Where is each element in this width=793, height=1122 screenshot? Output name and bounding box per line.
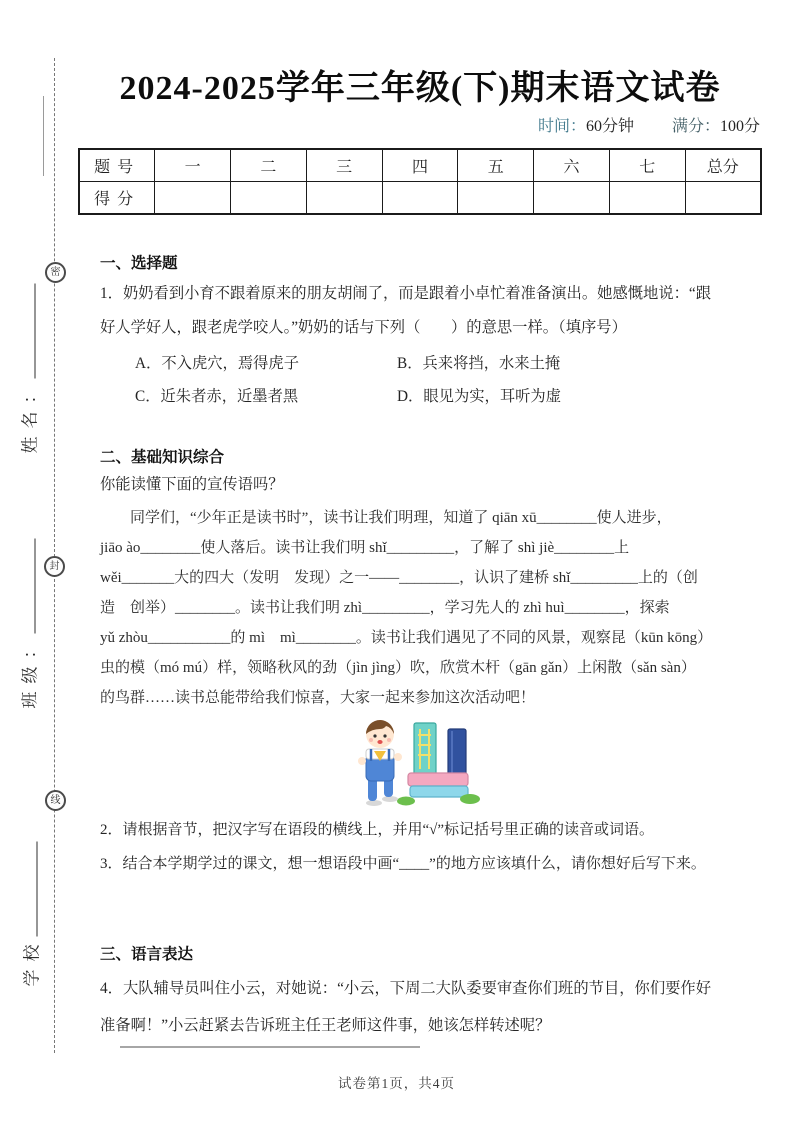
question-1: [100, 277, 727, 345]
passage-line: jiāo ào________使人落后。读书让我们明 shǐ_________，了解了 shì jiè________上: [100, 540, 630, 556]
seal-char-xian: 线: [45, 790, 66, 811]
class-label-text: 班级：: [20, 633, 40, 709]
score-table-header-cell: 总分: [685, 149, 761, 182]
score-table-header-cell: 六: [534, 149, 610, 182]
main-column: [78, 0, 762, 1048]
school-label-text: 学校: [22, 936, 42, 987]
passage-line: wěi_______大的四大（发明 发现）之一——________，认识了建桥 shǐ_________上的（创: [100, 570, 698, 586]
option-d: D．眼见为实，耳听为虚: [397, 388, 562, 405]
passage-line: 虫的模（mó mú）样，领略秋风的劲（jìn jìng）吹，欣赏木杆（gān gǎn）上闲散（sǎn sàn）: [100, 660, 696, 676]
books-stack: [397, 723, 480, 806]
seal-char-feng: 封: [44, 556, 65, 577]
name-label-text: 姓名：: [20, 378, 40, 454]
cartoon-boy: [358, 720, 402, 806]
score-table-header-cell: 一: [155, 149, 231, 182]
score-cell: [382, 182, 458, 215]
question-4-line: 4．大队辅导员叫住小云，对她说：“小云，下周二大队委要审查你们班的节目，你们要作好: [100, 980, 712, 997]
school-field-label: [18, 837, 43, 987]
score-table-header-cell: 七: [609, 149, 685, 182]
score-table-header-row: [79, 149, 761, 182]
question-4: [100, 970, 727, 1044]
seal-char-mi: 密: [45, 262, 66, 283]
question-3: 3．结合本学期学过的课文，想一想语段中画“____”的地方应该填什么，请你想好后写下来。: [100, 856, 706, 872]
reading-passage: [100, 503, 727, 713]
time-label: 时间：: [537, 118, 586, 135]
exam-info-line: [78, 113, 762, 136]
school-blank-line: [21, 842, 37, 937]
question-1-line: 1．奶奶看到小育不跟着原来的朋友胡闹了，而是跟着小卓忙着准备演出。她感慨地说：“跟: [100, 285, 712, 302]
section2-heading: 二、基础知识综合: [100, 449, 225, 466]
score-row-label: 得分: [79, 182, 155, 215]
passage-line: yǔ zhòu___________的 mì mì________。读书让我们遇见了不同的风景，观察昆（kūn kōng）: [100, 630, 713, 646]
score-table-header-cell: 四: [382, 149, 458, 182]
score-cell: [458, 182, 534, 215]
boy-reading-illustration: [344, 715, 484, 809]
fullscore-value: 100分: [719, 118, 760, 135]
score-cell: [306, 182, 382, 215]
passage-line: 的鸟群……读书总能带给我们惊喜，大家一起来参加这次活动吧！: [100, 690, 536, 706]
name-blank-line: [19, 284, 35, 379]
score-cell: [609, 182, 685, 215]
fullscore-label: 满分：: [671, 118, 720, 135]
class-blank-line: [19, 539, 35, 634]
name-field-label: [16, 286, 41, 454]
section3-heading: 三、语言表达: [100, 946, 194, 963]
score-cell: [534, 182, 610, 215]
score-table-header-cell: 五: [458, 149, 534, 182]
question-4-line: 准备啊！”小云赶紧去告诉班主任王老师这件事，她该怎样转述呢？: [100, 1017, 551, 1034]
page-footer: 试卷第1页，共4页: [338, 1076, 455, 1091]
question-1-line: 好人学好人，跟老虎学咬人。”奶奶的话与下列（ ）的意思一样。（填序号）: [100, 319, 627, 336]
page-title: 2024-2025学年三年级(下)期末语文试卷: [119, 70, 721, 107]
exam-content: [78, 251, 727, 1048]
score-table-header-cell: 二: [231, 149, 307, 182]
boy-with-books-drawing: [344, 715, 484, 809]
question-1-options: [100, 347, 727, 413]
section2-intro: 你能读懂下面的宣传语吗？: [100, 476, 284, 493]
passage-line: 造 创举）________。读书让我们明 zhì_________，学习先人的 zhì huì________，探索: [100, 600, 670, 616]
option-c: C．近朱者赤，近墨者黑: [135, 388, 299, 405]
answer-blank-line: [120, 1046, 420, 1048]
score-cell: [685, 182, 761, 215]
score-table-score-row: [79, 182, 761, 215]
class-field-label: [16, 541, 41, 709]
passage-line: 同学们，“少年正是读书时”，读书让我们明理，知道了 qiān xū________使人进步，: [100, 510, 672, 526]
section1-heading: 一、选择题: [100, 255, 178, 272]
score-cell: [231, 182, 307, 215]
score-table: [78, 148, 762, 215]
fold-mark: [43, 96, 44, 176]
question-2: 2．请根据音节，把汉字写在语段的横线上，并用“√”标记括号里正确的读音或词语。: [100, 822, 655, 838]
score-cell: [155, 182, 231, 215]
option-b: B．兵来将挡，水来土掩: [397, 355, 561, 372]
option-a: A．不入虎穴，焉得虎子: [135, 355, 300, 372]
score-table-header-cell: 题号: [79, 149, 155, 182]
score-table-header-cell: 三: [306, 149, 382, 182]
time-value: 60分钟: [585, 118, 634, 135]
